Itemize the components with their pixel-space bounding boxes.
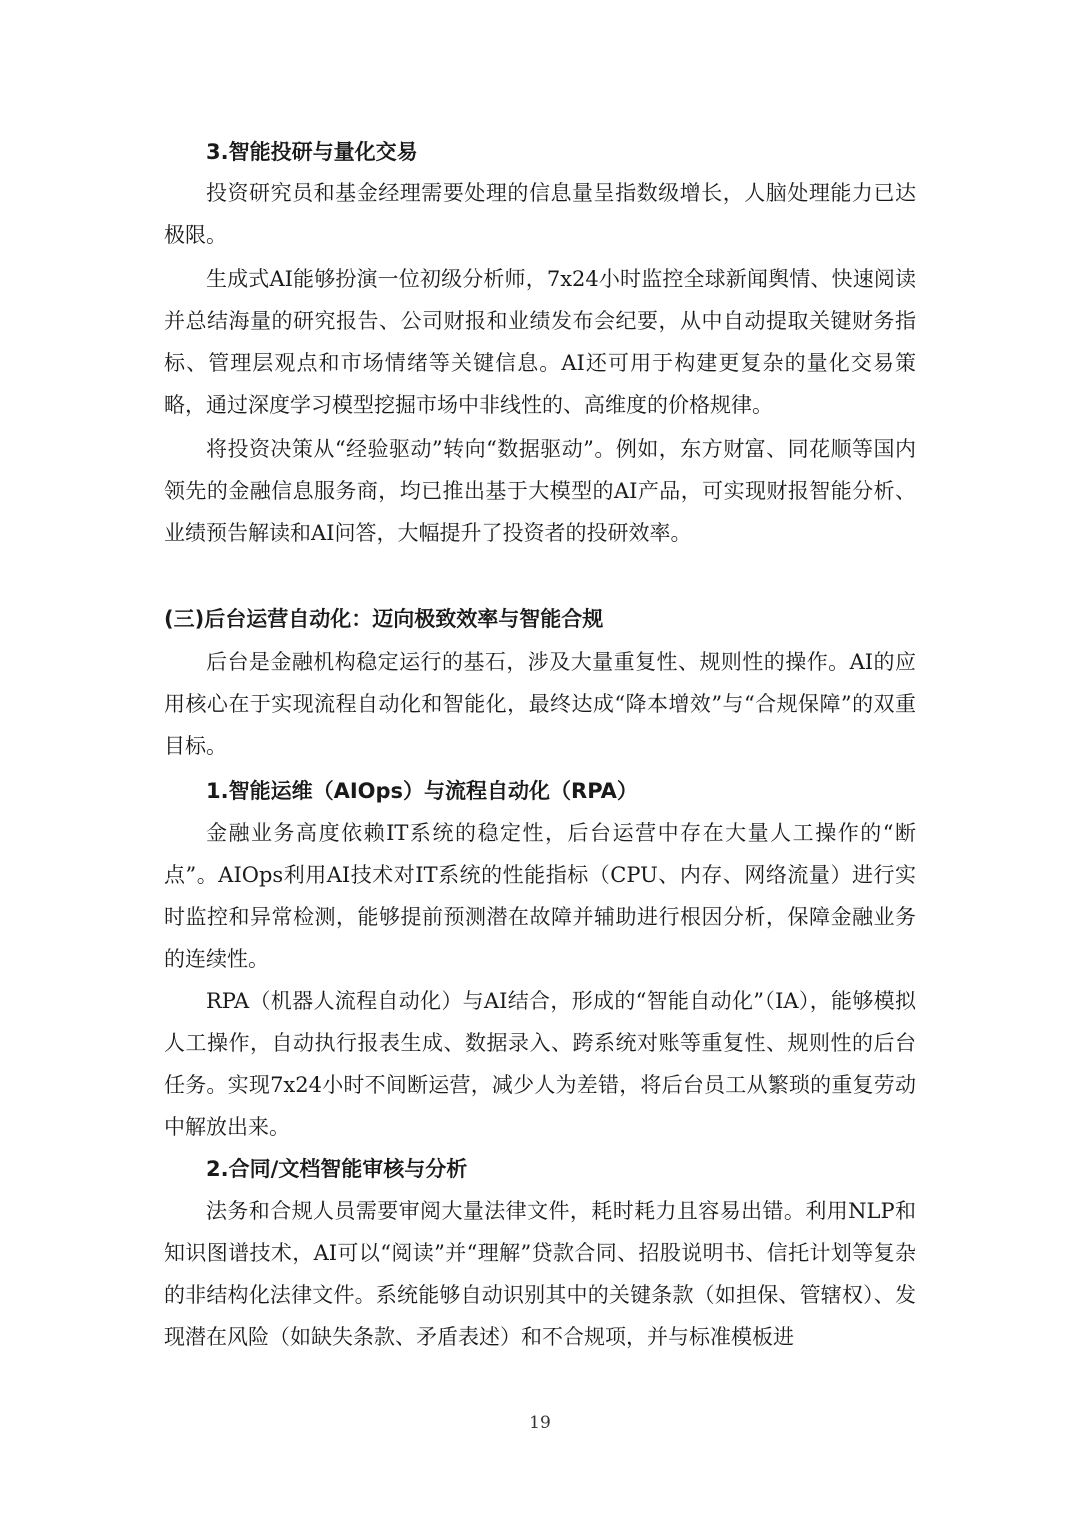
- section-heading-2: 2.合同/文档智能审核与分析: [206, 1157, 468, 1181]
- part-heading-backoffice: (三)后台运营自动化：迈向极致效率与智能合规: [164, 607, 604, 631]
- document-page: [164, 0, 916, 1526]
- paragraph-contract-review: 法务和合规人员需要审阅大量法律文件，耗时耗力且容易出错。利用NLP和知识图谱技术，AI可以“阅读”并“理解”贷款合同、招股说明书、信托计划等复杂的非结构化法律文件。系统能够自动识别其中的关键条款（如担保、管辖权）、发现潜在风险（如缺失条款、矛盾表述）和不合规项，并与标准模板进: [164, 1199, 916, 1349]
- page-number: 19: [529, 1413, 551, 1433]
- section-heading-3: 3.智能投研与量化交易: [206, 140, 418, 164]
- paragraph-data-driven: 将投资决策从“经验驱动”转向“数据驱动”。例如，东方财富、同花顺等国内领先的金融信息服务商，均已推出基于大模型的AI产品，可实现财报智能分析、业绩预告解读和AI问答，大幅提升了投资者的投研效率。: [164, 437, 916, 545]
- section-heading-1: 1.智能运维（AIOps）与流程自动化（RPA）: [206, 779, 638, 803]
- paragraph-genai-analyst: 生成式AI能够扮演一位初级分析师，7x24小时监控全球新闻舆情、快速阅读并总结海量的研究报告、公司财报和业绩发布会纪要，从中自动提取关键财务指标、管理层观点和市场情绪等关键信息。AI还可用于构建更复杂的量化交易策略，通过深度学习模型挖掘市场中非线性的、高维度的价格规律。: [164, 267, 916, 417]
- paragraph-rpa: RPA（机器人流程自动化）与AI结合，形成的“智能自动化”（IA），能够模拟人工操作，自动执行报表生成、数据录入、跨系统对账等重复性、规则性的后台任务。实现7x24小时不间断运营，减少人为差错，将后台员工从繁琐的重复劳动中解放出来。: [164, 989, 916, 1139]
- paragraph-backoffice-intro: 后台是金融机构稳定运行的基石，涉及大量重复性、规则性的操作。AI的应用核心在于实现流程自动化和智能化，最终达成“降本增效”与“合规保障”的双重目标。: [164, 650, 916, 758]
- paragraph-aiops: 金融业务高度依赖IT系统的稳定性，后台运营中存在大量人工操作的“断点”。AIOps利用AI技术对IT系统的性能指标（CPU、内存、网络流量）进行实时监控和异常检测，能够提前预测潜在故障并辅助进行根因分析，保障金融业务的连续性。: [164, 821, 916, 971]
- paragraph-info-growth: 投资研究员和基金经理需要处理的信息量呈指数级增长，人脑处理能力已达极限。: [164, 181, 916, 247]
